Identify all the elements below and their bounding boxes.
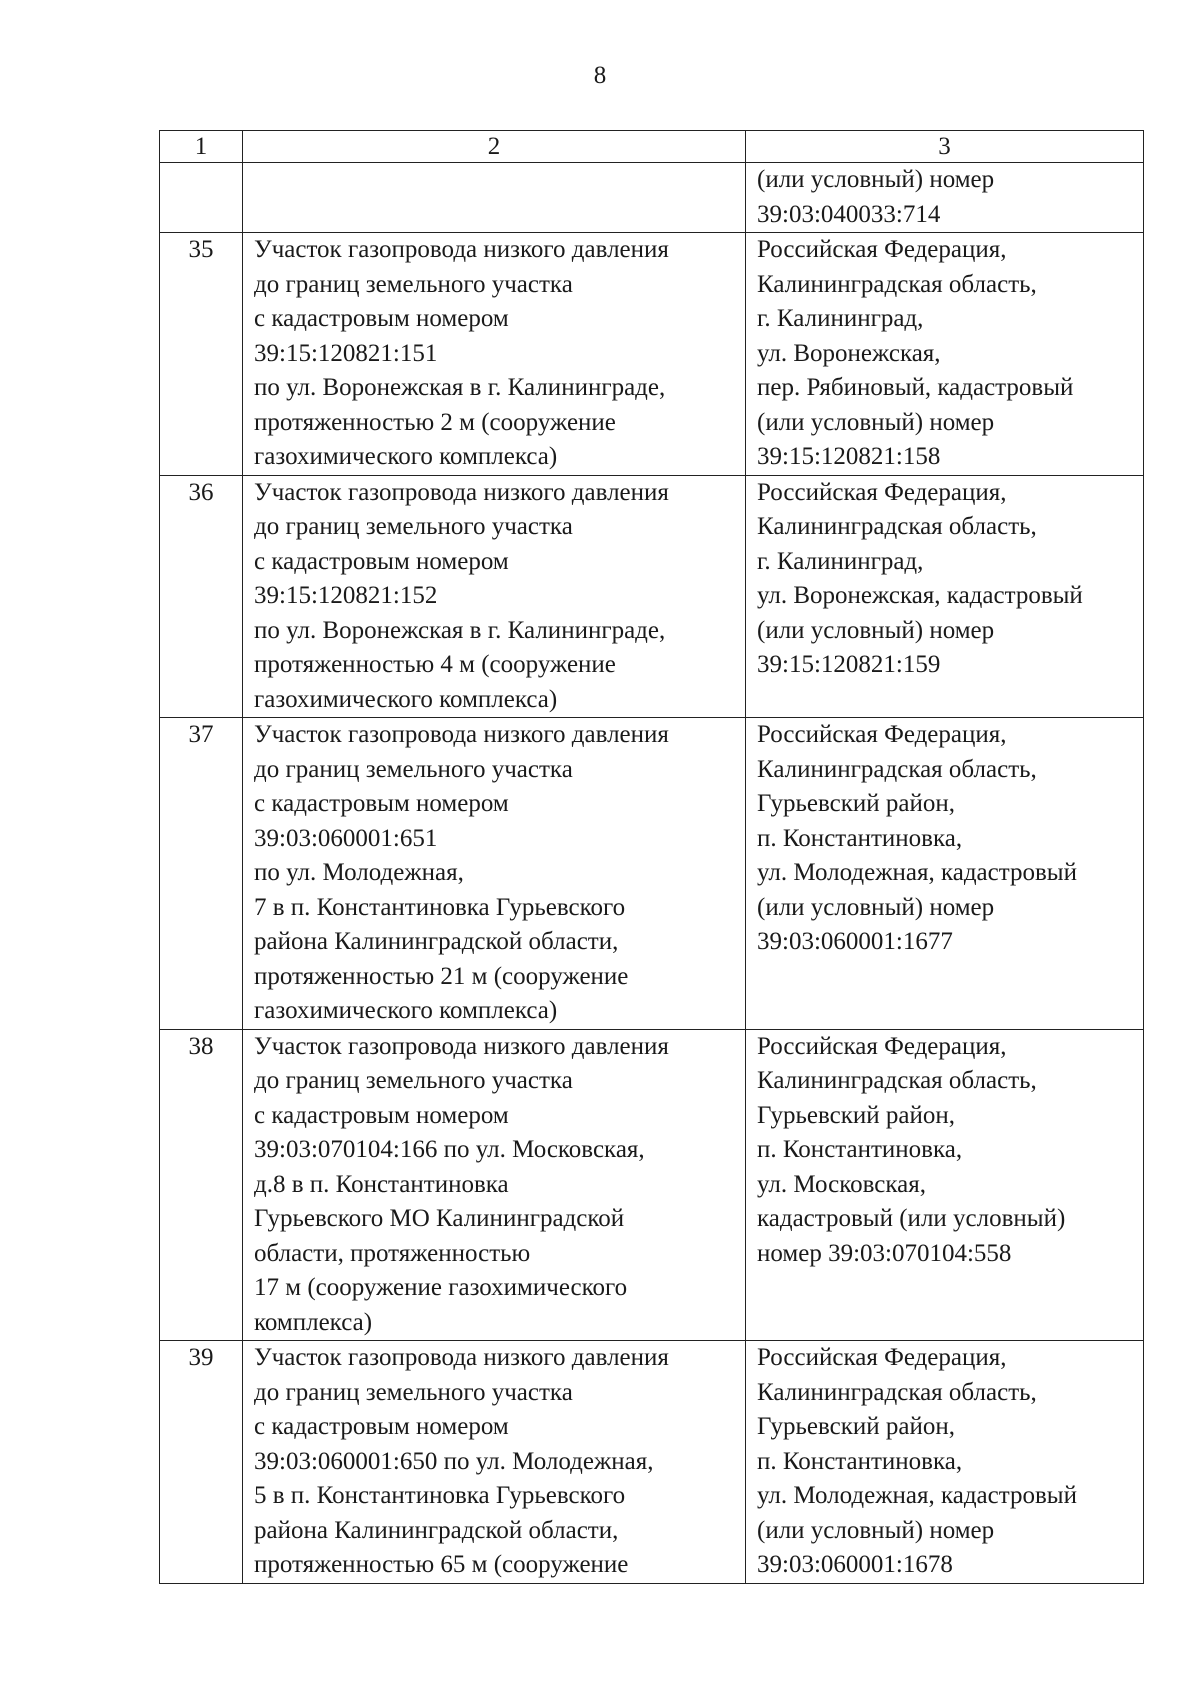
description-line: 39:15:120821:152 xyxy=(254,582,438,609)
description-line: по ул. Молодежная, xyxy=(254,859,464,886)
description-line: Участок газопровода низкого давления xyxy=(254,1344,669,1371)
address-line: Калининградская область, xyxy=(757,1378,1037,1406)
address-cell xyxy=(746,475,1144,718)
description-line: области, протяженностью xyxy=(254,1239,531,1267)
address-line: Российская Федерация, xyxy=(757,1344,1007,1371)
address-line: ул. Воронежская, xyxy=(757,339,941,367)
description-cell xyxy=(243,475,746,718)
description-line: 39:03:060001:651 xyxy=(254,824,438,852)
description-line: 5 в п. Константиновка Гурьевского xyxy=(254,1482,626,1509)
description-line: 39:15:120821:151 xyxy=(254,339,438,367)
description-cell xyxy=(243,1341,746,1584)
address-line: Гурьевский район, xyxy=(757,790,956,817)
address-line: Российская Федерация, xyxy=(757,1032,1007,1060)
description-line: 39:03:060001:650 по ул. Молодежная, xyxy=(254,1447,654,1475)
address-line: 39:15:120821:159 xyxy=(757,651,941,678)
address-line: п. Константиновка, xyxy=(757,1136,963,1163)
address-line: (или условный) номер xyxy=(757,616,995,644)
table-row xyxy=(160,1029,1144,1341)
description-cell xyxy=(243,233,746,476)
address-cell xyxy=(746,233,1144,476)
description-line: Участок газопровода низкого давления xyxy=(254,1032,669,1060)
address-cell xyxy=(746,1029,1144,1341)
column-header: 2 xyxy=(243,131,746,163)
address-line: (или условный) номер xyxy=(757,166,995,193)
address-cell xyxy=(746,1341,1144,1584)
address-line: п. Константиновка, xyxy=(757,1447,963,1475)
description-line: с кадастровым номером xyxy=(254,305,509,332)
address-line: Российская Федерация, xyxy=(757,721,1007,748)
row-number-cell: 36 xyxy=(160,475,243,718)
address-line: (или условный) номер xyxy=(757,893,995,921)
column-header: 1 xyxy=(160,131,243,163)
description-line: газохимического комплекса) xyxy=(254,685,558,713)
address-line: Российская Федерация, xyxy=(757,236,1007,263)
address-line: г. Калининград, xyxy=(757,305,924,332)
address-line: ул. Молодежная, кадастровый xyxy=(757,1482,1077,1509)
description-line: Участок газопровода низкого давления xyxy=(254,721,669,748)
address-line: пер. Рябиновый, кадастровый xyxy=(757,374,1074,401)
description-line: до границ земельного участка xyxy=(254,755,573,783)
description-line: с кадастровым номером xyxy=(254,1413,509,1440)
description-cell xyxy=(243,718,746,1030)
address-line: ул. Молодежная, кадастровый xyxy=(757,859,1077,886)
description-line: протяженностью 65 м (сооружение xyxy=(254,1551,629,1578)
description-line: газохимического комплекса) xyxy=(254,997,558,1024)
description-line: до границ земельного участка xyxy=(254,513,573,540)
address-line: ул. Воронежская, кадастровый xyxy=(757,582,1083,609)
address-line: Калининградская область, xyxy=(757,270,1037,298)
address-line: Гурьевский район, xyxy=(757,1413,956,1440)
table-header-row xyxy=(160,131,1144,163)
address-line: Российская Федерация, xyxy=(757,478,1007,506)
description-line: Гурьевского МО Калининградской xyxy=(254,1205,625,1232)
description-line: протяженностью 21 м (сооружение xyxy=(254,962,629,990)
address-line: кадастровый (или условный) xyxy=(757,1205,1066,1232)
address-line: (или условный) номер xyxy=(757,408,995,436)
description-line: 39:03:070104:166 по ул. Московская, xyxy=(254,1136,645,1163)
description-line: до границ земельного участка xyxy=(254,270,573,298)
description-line: 17 м (сооружение газохимического xyxy=(254,1274,628,1301)
address-line: г. Калининград, xyxy=(757,547,924,575)
address-line: ул. Московская, xyxy=(757,1170,926,1198)
table-row xyxy=(160,718,1144,1030)
description-line: газохимического комплекса) xyxy=(254,443,558,470)
description-line: протяженностью 2 м (сооружение xyxy=(254,408,616,436)
address-line: 39:03:040033:714 xyxy=(757,200,941,228)
address-line: 39:03:060001:1677 xyxy=(757,928,953,955)
address-line: Калининградская область, xyxy=(757,1067,1037,1094)
description-line: комплекса) xyxy=(254,1308,373,1336)
description-line: 7 в п. Константиновка Гурьевского xyxy=(254,893,626,921)
continuation-row xyxy=(160,163,1144,233)
description-cell xyxy=(243,1029,746,1341)
address-cell xyxy=(746,163,1144,233)
description-cell xyxy=(243,163,746,233)
row-number-cell xyxy=(160,163,243,233)
address-line: 39:15:120821:158 xyxy=(757,443,941,470)
address-line: Калининградская область, xyxy=(757,755,1037,783)
description-line: с кадастровым номером xyxy=(254,790,509,817)
description-line: Участок газопровода низкого давления xyxy=(254,236,669,263)
address-line: Гурьевский район, xyxy=(757,1101,956,1129)
description-line: до границ земельного участка xyxy=(254,1378,573,1406)
description-line: протяженностью 4 м (сооружение xyxy=(254,651,616,678)
description-line: с кадастровым номером xyxy=(254,1101,509,1129)
description-line: Участок газопровода низкого давления xyxy=(254,478,669,506)
description-line: района Калининградской области, xyxy=(254,1516,619,1544)
address-line: Калининградская область, xyxy=(757,513,1037,540)
objects-table xyxy=(159,130,1144,1584)
row-number-cell: 37 xyxy=(160,718,243,1030)
row-number-cell: 39 xyxy=(160,1341,243,1584)
column-header: 3 xyxy=(746,131,1144,163)
address-line: п. Константиновка, xyxy=(757,824,963,852)
address-line: (или условный) номер xyxy=(757,1516,995,1544)
table-body xyxy=(160,131,1144,1584)
row-number-cell: 38 xyxy=(160,1029,243,1341)
description-line: по ул. Воронежская в г. Калининграде, xyxy=(254,616,666,644)
table-row xyxy=(160,233,1144,476)
description-line: до границ земельного участка xyxy=(254,1067,573,1094)
description-line: с кадастровым номером xyxy=(254,547,509,575)
page-number: 8 xyxy=(593,62,607,89)
description-line: д.8 в п. Константиновка xyxy=(254,1170,509,1198)
address-line: номер 39:03:070104:558 xyxy=(757,1239,1012,1267)
address-line: 39:03:060001:1678 xyxy=(757,1551,953,1578)
description-line: по ул. Воронежская в г. Калининграде, xyxy=(254,374,666,401)
address-cell xyxy=(746,718,1144,1030)
description-line: района Калининградской области, xyxy=(254,928,619,955)
row-number-cell: 35 xyxy=(160,233,243,476)
table-row xyxy=(160,1341,1144,1584)
table-row xyxy=(160,475,1144,718)
